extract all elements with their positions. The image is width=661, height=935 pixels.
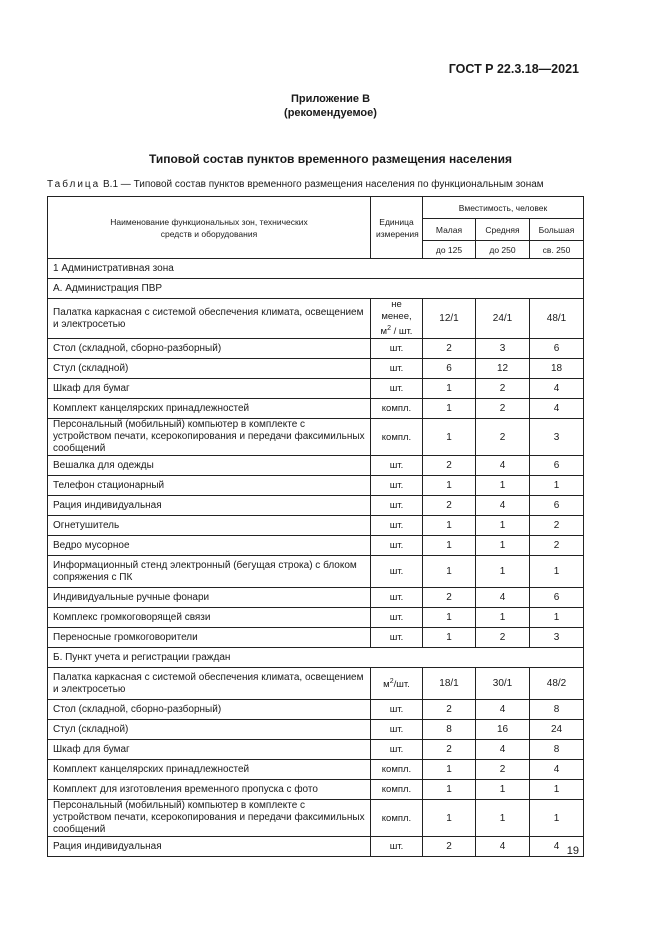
capacity-value: 2 bbox=[476, 760, 530, 780]
capacity-value: 1 bbox=[476, 516, 530, 536]
item-unit: шт. bbox=[371, 379, 423, 399]
item-name: Стул (складной) bbox=[48, 720, 371, 740]
unit-suffix: /шт. bbox=[393, 679, 410, 691]
capacity-value: 2 bbox=[530, 516, 584, 536]
unit-superscript: 2 bbox=[387, 325, 391, 332]
item-name: Палатка каркасная с системой обеспечения климата, освещением и электросетью bbox=[48, 299, 371, 339]
header-small-range: до 125 bbox=[423, 241, 476, 259]
capacity-value: 4 bbox=[476, 496, 530, 516]
capacity-value: 1 bbox=[423, 419, 476, 456]
capacity-value: 2 bbox=[476, 628, 530, 648]
table-row bbox=[48, 700, 584, 720]
capacity-value: 6 bbox=[530, 588, 584, 608]
appendix-title: Приложение В bbox=[290, 93, 371, 105]
capacity-value: 1 bbox=[423, 516, 476, 536]
unit-suffix: / шт. bbox=[390, 326, 413, 338]
item-name: Персональный (мобильный) компьютер в комплекте с устройством печати, ксерокопирования и передачи факсимильных сообщений bbox=[48, 800, 371, 837]
table-caption-prefix: Таблица bbox=[47, 179, 101, 190]
capacity-value: 2 bbox=[530, 536, 584, 556]
section-title: Б. Пункт учета и регистрации граждан bbox=[48, 648, 584, 668]
header-name: Наименование функциональных зон, технических средств и оборудования bbox=[48, 197, 371, 259]
table-row bbox=[48, 359, 584, 379]
capacity-value: 48/1 bbox=[530, 299, 584, 339]
capacity-value: 3 bbox=[530, 419, 584, 456]
table-row bbox=[48, 720, 584, 740]
capacity-value: 24/1 bbox=[476, 299, 530, 339]
unit-prefix: не менее, bbox=[381, 299, 412, 322]
capacity-value: 6 bbox=[423, 359, 476, 379]
item-unit: шт. bbox=[371, 720, 423, 740]
item-name: Стол (складной, сборно-разборный) bbox=[48, 339, 371, 359]
item-name: Переносные громкоговорители bbox=[48, 628, 371, 648]
item-name: Комплект канцелярских принадлежностей bbox=[48, 399, 371, 419]
table-row bbox=[48, 516, 584, 536]
item-unit: шт. bbox=[371, 516, 423, 536]
capacity-value: 2 bbox=[423, 837, 476, 857]
capacity-value: 4 bbox=[530, 379, 584, 399]
capacity-value: 6 bbox=[530, 339, 584, 359]
capacity-value: 8 bbox=[530, 700, 584, 720]
table-row bbox=[48, 379, 584, 399]
item-unit: шт. bbox=[371, 628, 423, 648]
section-title: А. Администрация ПВР bbox=[48, 279, 584, 299]
item-name: Рация индивидуальная bbox=[48, 496, 371, 516]
capacity-value: 1 bbox=[423, 628, 476, 648]
item-unit: шт. bbox=[371, 359, 423, 379]
item-unit: шт. bbox=[371, 608, 423, 628]
capacity-value: 2 bbox=[423, 740, 476, 760]
item-name: Вешалка для одежды bbox=[48, 456, 371, 476]
item-name: Шкаф для бумаг bbox=[48, 740, 371, 760]
capacity-value: 1 bbox=[530, 608, 584, 628]
appendix-subtitle: (рекомендуемое) bbox=[284, 107, 377, 119]
page-title: Типовой состав пунктов временного размещения населения bbox=[148, 152, 513, 166]
item-name: Индивидуальные ручные фонари bbox=[48, 588, 371, 608]
capacity-value: 4 bbox=[476, 456, 530, 476]
table-row bbox=[48, 556, 584, 588]
capacity-value: 2 bbox=[476, 419, 530, 456]
capacity-value: 30/1 bbox=[476, 668, 530, 700]
capacity-value: 18 bbox=[530, 359, 584, 379]
header-large: Большая bbox=[530, 219, 584, 241]
table-row bbox=[48, 536, 584, 556]
unit-superscript: 2 bbox=[389, 678, 394, 686]
capacity-value: 2 bbox=[476, 379, 530, 399]
item-unit: компл. bbox=[371, 419, 423, 456]
capacity-value: 1 bbox=[530, 800, 584, 837]
section-title: 1 Административная зона bbox=[48, 259, 584, 279]
section-row bbox=[48, 279, 584, 299]
capacity-value: 2 bbox=[423, 588, 476, 608]
header-unit: Единица измерения bbox=[371, 197, 423, 259]
capacity-value: 1 bbox=[530, 476, 584, 496]
item-unit: компл. bbox=[371, 800, 423, 837]
capacity-value: 1 bbox=[423, 800, 476, 837]
header-medium: Средняя bbox=[476, 219, 530, 241]
item-unit: шт. bbox=[371, 456, 423, 476]
capacity-value: 1 bbox=[423, 780, 476, 800]
table-row bbox=[48, 740, 584, 760]
capacity-value: 2 bbox=[423, 456, 476, 476]
equipment-table bbox=[47, 196, 584, 857]
item-name: Шкаф для бумаг bbox=[48, 379, 371, 399]
capacity-value: 8 bbox=[530, 740, 584, 760]
table-row bbox=[48, 760, 584, 780]
item-name: Ведро мусорное bbox=[48, 536, 371, 556]
capacity-value: 4 bbox=[530, 399, 584, 419]
capacity-value: 12/1 bbox=[423, 299, 476, 339]
item-name: Палатка каркасная с системой обеспечения климата, освещением и электросетью bbox=[48, 668, 371, 700]
capacity-value: 1 bbox=[423, 536, 476, 556]
table-row bbox=[48, 628, 584, 648]
item-unit: шт. bbox=[371, 740, 423, 760]
table-row bbox=[48, 780, 584, 800]
page-number: 19 bbox=[566, 845, 579, 857]
header-capacity: Вместимость, человек bbox=[423, 197, 584, 219]
header-large-range: св. 250 bbox=[530, 241, 584, 259]
capacity-value: 6 bbox=[530, 496, 584, 516]
item-name: Стол (складной, сборно-разборный) bbox=[48, 700, 371, 720]
item-name: Комплект для изготовления временного пропуска с фото bbox=[48, 780, 371, 800]
capacity-value: 1 bbox=[423, 399, 476, 419]
table-row bbox=[48, 476, 584, 496]
capacity-value: 4 bbox=[476, 588, 530, 608]
capacity-value: 6 bbox=[530, 456, 584, 476]
capacity-value: 1 bbox=[530, 556, 584, 588]
capacity-value: 1 bbox=[476, 780, 530, 800]
capacity-value: 1 bbox=[476, 608, 530, 628]
table-row bbox=[48, 837, 584, 857]
item-unit: шт. bbox=[371, 588, 423, 608]
item-unit: компл. bbox=[371, 760, 423, 780]
item-unit: шт. bbox=[371, 556, 423, 588]
table-row bbox=[48, 299, 584, 339]
capacity-value: 24 bbox=[530, 720, 584, 740]
capacity-value: 4 bbox=[476, 700, 530, 720]
capacity-value: 48/2 bbox=[530, 668, 584, 700]
unit-base: м bbox=[380, 326, 388, 338]
capacity-value: 1 bbox=[476, 536, 530, 556]
item-name: Комплекс громкоговорящей связи bbox=[48, 608, 371, 628]
item-name: Телефон стационарный bbox=[48, 476, 371, 496]
item-name: Стул (складной) bbox=[48, 359, 371, 379]
appendix-heading bbox=[0, 92, 661, 120]
capacity-value: 4 bbox=[530, 760, 584, 780]
section-row bbox=[48, 259, 584, 279]
capacity-value: 2 bbox=[423, 496, 476, 516]
capacity-value: 2 bbox=[423, 339, 476, 359]
item-unit: шт. bbox=[371, 339, 423, 359]
capacity-value: 3 bbox=[530, 628, 584, 648]
table-row bbox=[48, 456, 584, 476]
table-row bbox=[48, 339, 584, 359]
item-unit: компл. bbox=[371, 780, 423, 800]
unit-base: м bbox=[383, 679, 390, 691]
capacity-value: 1 bbox=[476, 556, 530, 588]
capacity-value: 8 bbox=[423, 720, 476, 740]
capacity-value: 1 bbox=[476, 800, 530, 837]
capacity-value: 1 bbox=[423, 476, 476, 496]
capacity-value: 1 bbox=[423, 608, 476, 628]
table-caption bbox=[47, 179, 544, 190]
table-row bbox=[48, 496, 584, 516]
item-unit: шт. bbox=[371, 536, 423, 556]
capacity-value: 16 bbox=[476, 720, 530, 740]
table-row bbox=[48, 608, 584, 628]
item-unit: шт. bbox=[371, 496, 423, 516]
header-medium-range: до 250 bbox=[476, 241, 530, 259]
capacity-value: 18/1 bbox=[423, 668, 476, 700]
capacity-value: 1 bbox=[423, 379, 476, 399]
item-unit: компл. bbox=[371, 399, 423, 419]
capacity-value: 2 bbox=[423, 700, 476, 720]
item-name: Персональный (мобильный) компьютер в комплекте с устройством печати, ксерокопирования и передачи факсимильных сообщений bbox=[48, 419, 371, 456]
table-caption-text: В.1 — Типовой состав пунктов временного размещения населения по функциональным зонам bbox=[100, 179, 544, 190]
capacity-value: 4 bbox=[476, 740, 530, 760]
table-row bbox=[48, 419, 584, 456]
header-small: Малая bbox=[423, 219, 476, 241]
capacity-value: 1 bbox=[423, 760, 476, 780]
item-name: Комплект канцелярских принадлежностей bbox=[48, 760, 371, 780]
capacity-value: 12 bbox=[476, 359, 530, 379]
item-name: Информационный стенд электронный (бегущая строка) с блоком сопряжения с ПК bbox=[48, 556, 371, 588]
capacity-value: 4 bbox=[530, 837, 584, 857]
capacity-value: 4 bbox=[476, 837, 530, 857]
capacity-value: 3 bbox=[476, 339, 530, 359]
table-row bbox=[48, 668, 584, 700]
table-row bbox=[48, 588, 584, 608]
table-row bbox=[48, 800, 584, 837]
capacity-value: 2 bbox=[476, 399, 530, 419]
item-unit: шт. bbox=[371, 700, 423, 720]
item-unit: шт. bbox=[371, 476, 423, 496]
capacity-value: 1 bbox=[476, 476, 530, 496]
capacity-value: 1 bbox=[423, 556, 476, 588]
item-name: Огнетушитель bbox=[48, 516, 371, 536]
section-row bbox=[48, 648, 584, 668]
capacity-value: 1 bbox=[530, 780, 584, 800]
item-name: Рация индивидуальная bbox=[48, 837, 371, 857]
item-unit bbox=[371, 668, 423, 700]
item-unit bbox=[371, 299, 423, 339]
table-row bbox=[48, 399, 584, 419]
item-unit: шт. bbox=[371, 837, 423, 857]
standard-number: ГОСТ Р 22.3.18—2021 bbox=[448, 62, 579, 76]
